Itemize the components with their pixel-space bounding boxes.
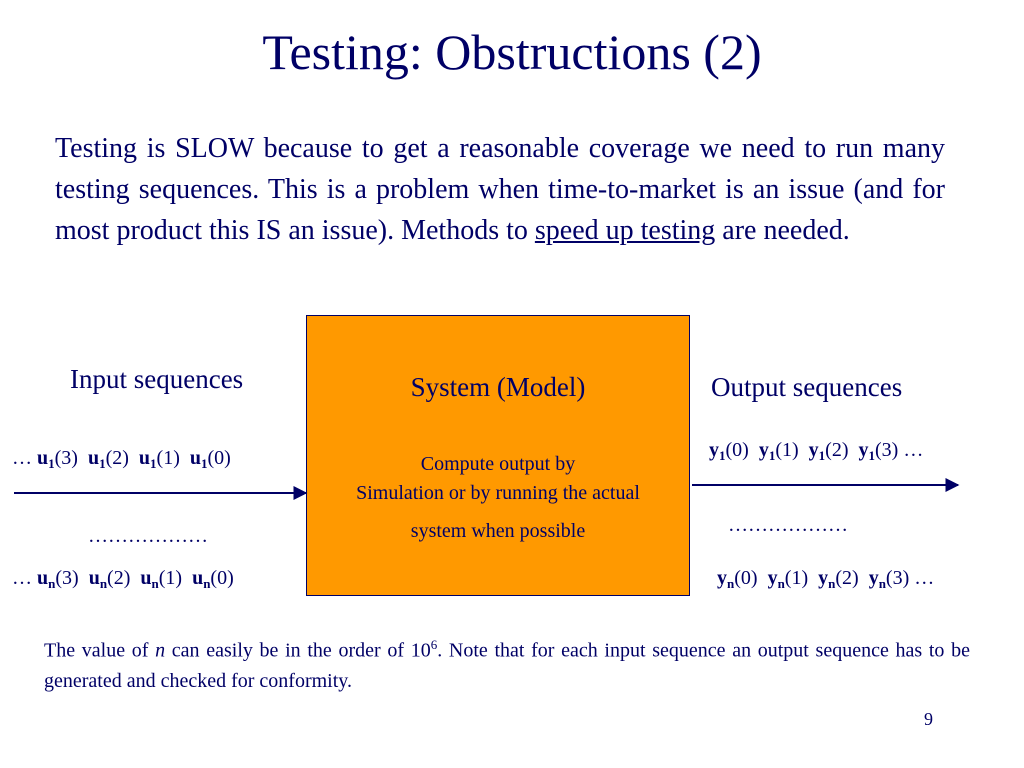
sequence-term: $u_n(1)$	[140, 567, 183, 591]
system-desc-line-3: system when possible	[410, 520, 586, 542]
sequence-term: $u_1(3)$	[37, 447, 78, 471]
sequence-term: $y_1(2)$	[808, 439, 849, 463]
footer-exponent: 6	[430, 637, 438, 652]
intro-text: Testing is SLOW because to get a reasonable coverage we need to run many testing sequences. This is a problem when time-to-market is an issue (and for most product this IS an issue). Methods to	[55, 133, 945, 246]
system-desc-line-1: Compute output by	[420, 453, 576, 475]
input-sequences-label: Input sequences	[70, 364, 244, 394]
output-sequences-label: Output sequences	[711, 372, 903, 402]
footer-text: The value of	[44, 639, 156, 662]
system-model-title: System (Model)	[410, 372, 586, 402]
sequence-term: $y_1(1)$	[758, 439, 799, 463]
sequence-suffix: …	[898, 439, 924, 461]
output-sequence-first	[709, 437, 923, 463]
intro-paragraph	[55, 128, 945, 251]
page-number: 9	[924, 709, 933, 729]
intro-text-end: are needed.	[715, 215, 850, 246]
system-desc-line-2: Simulation or by running the actual	[356, 482, 640, 504]
input-sequence-first	[12, 445, 231, 471]
sequence-prefix: …	[12, 447, 37, 469]
sequence-term: $y_1(3)$	[858, 439, 899, 463]
input-sequence-last	[12, 565, 234, 591]
footer-text-end: . Note that for each input sequence an output sequence has to be generated and checked for conformity.	[44, 639, 970, 692]
footer-note	[44, 630, 970, 696]
output-sequence-last	[717, 565, 934, 591]
sequence-term: $u_n(2)$	[88, 567, 131, 591]
sequence-term: $y_n(1)$	[767, 567, 809, 591]
sequence-suffix: …	[909, 567, 935, 589]
input-ellipsis: ………………	[88, 525, 208, 547]
footer-text-mid: can easily be in the order of 10	[165, 639, 431, 662]
sequence-term: $u_1(2)$	[87, 447, 129, 471]
sequence-term: $u_n(3)$	[37, 567, 79, 591]
sequence-term: $u_n(0)$	[192, 567, 234, 591]
footer-var-n: n	[155, 639, 166, 662]
slide-title: Testing: Obstructions (2)	[262, 24, 762, 80]
sequence-term: $u_1(0)$	[189, 447, 231, 471]
sequence-term: $y_n(3)$	[868, 567, 910, 591]
sequence-term: $u_1(1)$	[138, 447, 180, 471]
sequence-term: $y_n(0)$	[717, 567, 758, 591]
sequence-term: $y_n(2)$	[818, 567, 859, 591]
sequence-prefix: …	[12, 567, 37, 589]
system-model-description	[306, 450, 690, 554]
output-ellipsis: ………………	[728, 514, 848, 536]
sequence-term: $y_1(0)$	[709, 439, 749, 463]
speed-up-testing-link: speed up testing	[534, 215, 716, 246]
